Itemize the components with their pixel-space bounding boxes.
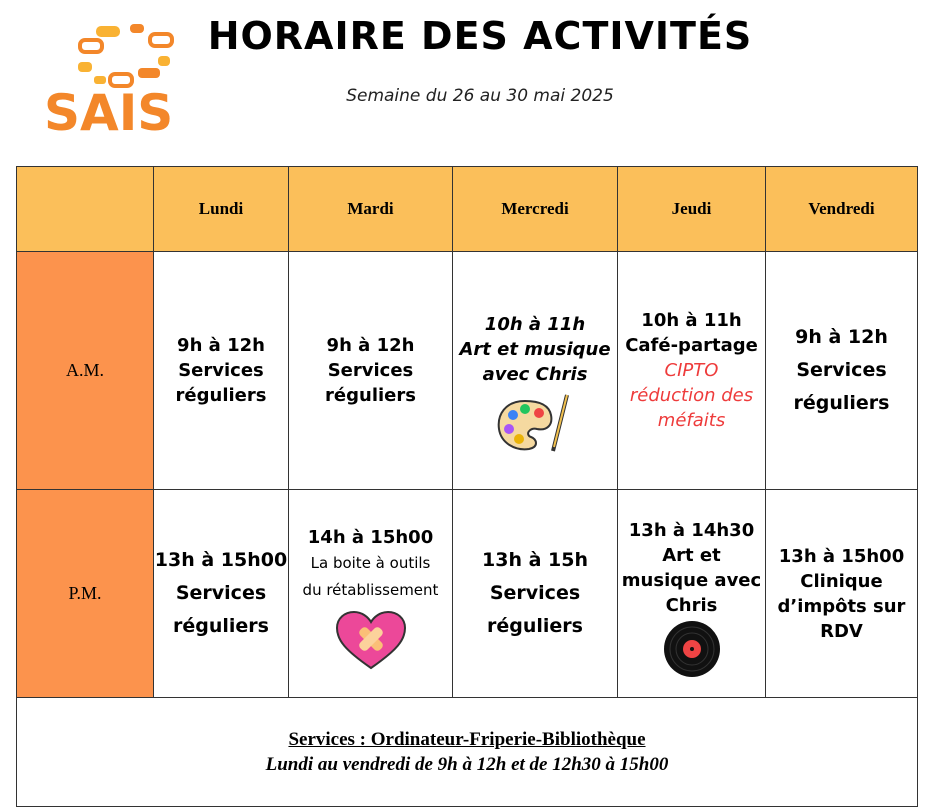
pm-mardi-cell	[289, 490, 453, 698]
activity: Services	[489, 582, 581, 604]
vinyl-record-icon	[663, 620, 721, 678]
period-am: A.M.	[17, 252, 154, 490]
day-header-vendredi: Vendredi	[766, 167, 918, 252]
activity: réguliers	[173, 615, 269, 637]
pm-mercredi-cell	[453, 490, 618, 698]
pm-lundi-cell	[154, 490, 289, 698]
day-header-lundi: Lundi	[154, 167, 289, 252]
activity: réguliers	[175, 385, 267, 406]
activity: réguliers	[325, 385, 416, 406]
pm-jeudi-cell	[618, 490, 766, 698]
sais-logo	[40, 22, 200, 138]
time: 13h à 15h	[482, 549, 588, 571]
schedule-table	[16, 166, 918, 807]
am-jeudi-cell	[618, 252, 766, 490]
logo-chain-icon	[78, 24, 172, 86]
note: réduction des	[629, 385, 754, 406]
activity: Services	[178, 360, 264, 381]
am-lundi-cell	[154, 252, 289, 490]
time: 9h à 12h	[795, 326, 888, 348]
pm-row	[17, 490, 918, 698]
activity: Services	[327, 360, 414, 381]
footer-row	[17, 698, 918, 807]
time: 13h à 15h00	[154, 549, 288, 571]
activity: La boite à outils	[310, 554, 431, 572]
activity: réguliers	[487, 615, 583, 637]
time: 13h à 15h00	[778, 545, 905, 567]
am-vendredi-cell	[766, 252, 918, 490]
header-row	[17, 167, 918, 252]
note: méfaits	[657, 410, 726, 431]
hours-line: Lundi au vendredi de 9h à 12h et de 12h30 à 15h00	[265, 754, 669, 775]
activity: musique avec	[621, 569, 762, 591]
activity: Art et musique	[459, 339, 611, 360]
activity: Chris	[665, 594, 718, 616]
time: 9h à 12h	[177, 335, 265, 356]
time: 13h à 14h30	[628, 519, 755, 541]
activity: Services	[175, 582, 267, 604]
activity: RDV	[820, 620, 863, 642]
activity: du rétablissement	[302, 581, 439, 599]
activity: Services	[796, 359, 887, 381]
activity: Art et	[662, 544, 721, 566]
page-subtitle: Semaine du 26 au 30 mai 2025	[346, 86, 614, 106]
pm-vendredi-cell	[766, 490, 918, 698]
activity: d’impôts sur	[777, 595, 906, 617]
day-header-mercredi: Mercredi	[453, 167, 618, 252]
time: 9h à 12h	[326, 335, 415, 356]
am-row	[17, 252, 918, 490]
page-title: HORAIRE DES ACTIVITÉS	[207, 14, 753, 58]
bandaged-heart-icon	[335, 610, 407, 672]
activity: avec Chris	[482, 364, 588, 385]
services-line: Services : Ordinateur-Friperie-Bibliothèque	[288, 729, 646, 750]
corner-cell	[17, 167, 154, 252]
am-mercredi-cell	[453, 252, 618, 490]
activity: Café-partage	[625, 335, 758, 356]
services-note	[17, 698, 918, 807]
note: CIPTO	[664, 360, 719, 381]
logo-text: SAIS	[44, 84, 174, 138]
am-mardi-cell	[289, 252, 453, 490]
paint-palette-icon	[495, 393, 575, 457]
activity: Clinique	[800, 570, 883, 592]
day-header-mardi: Mardi	[289, 167, 453, 252]
day-header-jeudi: Jeudi	[618, 167, 766, 252]
activity: réguliers	[793, 392, 890, 414]
period-pm: P.M.	[17, 490, 154, 698]
time: 10h à 11h	[484, 314, 586, 335]
time: 14h à 15h00	[307, 527, 434, 548]
time: 10h à 11h	[641, 310, 742, 331]
